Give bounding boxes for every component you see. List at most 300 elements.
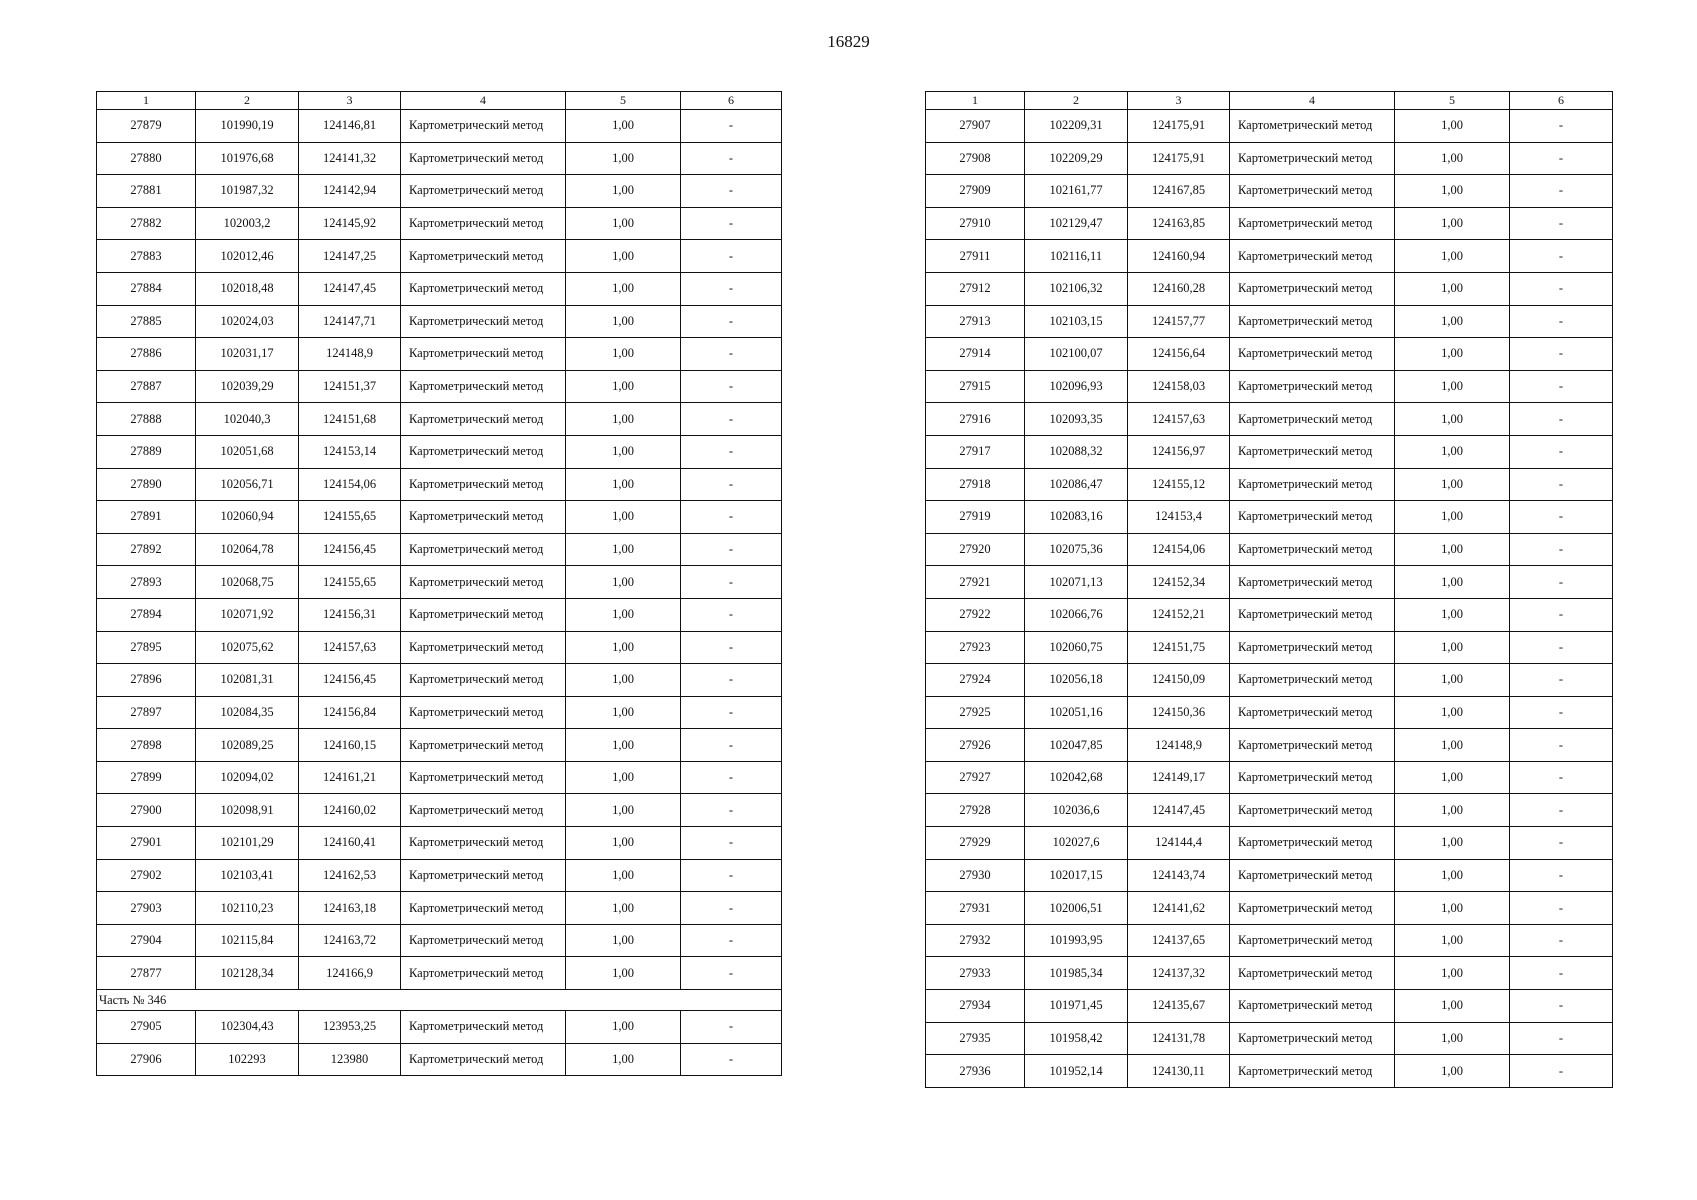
point-id-cell: 27903 bbox=[97, 892, 196, 925]
note-cell: - bbox=[681, 598, 782, 631]
table-row bbox=[97, 403, 782, 436]
note-cell: - bbox=[1510, 827, 1613, 860]
y-coordinate-cell: 124147,45 bbox=[1128, 794, 1230, 827]
accuracy-cell: 1,00 bbox=[566, 272, 681, 305]
table-row bbox=[97, 566, 782, 599]
x-coordinate-cell: 102094,02 bbox=[196, 761, 299, 794]
table-row bbox=[97, 272, 782, 305]
y-coordinate-cell: 124161,21 bbox=[299, 761, 401, 794]
note-cell: - bbox=[1510, 957, 1613, 990]
accuracy-cell: 1,00 bbox=[566, 729, 681, 762]
method-cell: Картометрический метод bbox=[401, 696, 566, 729]
note-cell: - bbox=[1510, 892, 1613, 925]
point-id-cell: 27919 bbox=[926, 501, 1025, 534]
y-coordinate-cell: 124160,15 bbox=[299, 729, 401, 762]
accuracy-cell: 1,00 bbox=[566, 794, 681, 827]
y-coordinate-cell: 123953,25 bbox=[299, 1011, 401, 1044]
accuracy-cell: 1,00 bbox=[1395, 631, 1510, 664]
accuracy-cell: 1,00 bbox=[1395, 435, 1510, 468]
point-id-cell: 27918 bbox=[926, 468, 1025, 501]
accuracy-cell: 1,00 bbox=[566, 859, 681, 892]
x-coordinate-cell: 102115,84 bbox=[196, 924, 299, 957]
method-cell: Картометрический метод bbox=[401, 272, 566, 305]
accuracy-cell: 1,00 bbox=[1395, 468, 1510, 501]
point-id-cell: 27879 bbox=[97, 110, 196, 143]
header-cell: 5 bbox=[1395, 92, 1510, 110]
method-cell: Картометрический метод bbox=[401, 370, 566, 403]
accuracy-cell: 1,00 bbox=[1395, 338, 1510, 371]
accuracy-cell: 1,00 bbox=[1395, 696, 1510, 729]
x-coordinate-cell: 102051,16 bbox=[1025, 696, 1128, 729]
x-coordinate-cell: 102075,36 bbox=[1025, 533, 1128, 566]
y-coordinate-cell: 124175,91 bbox=[1128, 110, 1230, 143]
point-id-cell: 27901 bbox=[97, 827, 196, 860]
method-cell: Картометрический метод bbox=[401, 761, 566, 794]
method-cell: Картометрический метод bbox=[1230, 305, 1395, 338]
point-id-cell: 27928 bbox=[926, 794, 1025, 827]
point-id-cell: 27891 bbox=[97, 501, 196, 534]
y-coordinate-cell: 124163,72 bbox=[299, 924, 401, 957]
note-cell: - bbox=[681, 696, 782, 729]
note-cell: - bbox=[1510, 110, 1613, 143]
header-cell: 4 bbox=[401, 92, 566, 110]
note-cell: - bbox=[681, 794, 782, 827]
accuracy-cell: 1,00 bbox=[566, 892, 681, 925]
point-id-cell: 27910 bbox=[926, 207, 1025, 240]
method-cell: Картометрический метод bbox=[401, 631, 566, 664]
note-cell: - bbox=[1510, 859, 1613, 892]
accuracy-cell: 1,00 bbox=[1395, 990, 1510, 1023]
point-id-cell: 27920 bbox=[926, 533, 1025, 566]
point-id-cell: 27927 bbox=[926, 761, 1025, 794]
method-cell: Картометрический метод bbox=[401, 142, 566, 175]
accuracy-cell: 1,00 bbox=[1395, 1022, 1510, 1055]
note-cell: - bbox=[1510, 435, 1613, 468]
x-coordinate-cell: 102083,16 bbox=[1025, 501, 1128, 534]
point-id-cell: 27912 bbox=[926, 272, 1025, 305]
table-row bbox=[97, 892, 782, 925]
method-cell: Картометрический метод bbox=[1230, 1022, 1395, 1055]
table-row bbox=[926, 696, 1613, 729]
page-number: 16829 bbox=[827, 32, 870, 51]
note-cell: - bbox=[681, 631, 782, 664]
x-coordinate-cell: 102071,13 bbox=[1025, 566, 1128, 599]
x-coordinate-cell: 102101,29 bbox=[196, 827, 299, 860]
accuracy-cell: 1,00 bbox=[1395, 305, 1510, 338]
x-coordinate-cell: 102116,11 bbox=[1025, 240, 1128, 273]
y-coordinate-cell: 124160,94 bbox=[1128, 240, 1230, 273]
point-id-cell: 27889 bbox=[97, 435, 196, 468]
accuracy-cell: 1,00 bbox=[1395, 957, 1510, 990]
accuracy-cell: 1,00 bbox=[1395, 142, 1510, 175]
note-cell: - bbox=[1510, 468, 1613, 501]
x-coordinate-cell: 102066,76 bbox=[1025, 598, 1128, 631]
header-cell: 6 bbox=[681, 92, 782, 110]
y-coordinate-cell: 124150,09 bbox=[1128, 664, 1230, 697]
section-label: Часть № 346 bbox=[97, 990, 782, 1011]
point-id-cell: 27923 bbox=[926, 631, 1025, 664]
y-coordinate-cell: 124154,06 bbox=[299, 468, 401, 501]
point-id-cell: 27932 bbox=[926, 924, 1025, 957]
x-coordinate-cell: 102093,35 bbox=[1025, 403, 1128, 436]
accuracy-cell: 1,00 bbox=[566, 403, 681, 436]
note-cell: - bbox=[1510, 1022, 1613, 1055]
x-coordinate-cell: 102084,35 bbox=[196, 696, 299, 729]
point-id-cell: 27909 bbox=[926, 175, 1025, 208]
method-cell: Картометрический метод bbox=[401, 729, 566, 762]
table-row bbox=[926, 794, 1613, 827]
y-coordinate-cell: 124156,84 bbox=[299, 696, 401, 729]
table-row bbox=[926, 110, 1613, 143]
y-coordinate-cell: 123980 bbox=[299, 1043, 401, 1076]
accuracy-cell: 1,00 bbox=[1395, 892, 1510, 925]
table-row bbox=[97, 370, 782, 403]
table-row bbox=[97, 338, 782, 371]
y-coordinate-cell: 124163,85 bbox=[1128, 207, 1230, 240]
y-coordinate-cell: 124155,12 bbox=[1128, 468, 1230, 501]
table-row bbox=[97, 859, 782, 892]
method-cell: Картометрический метод bbox=[1230, 761, 1395, 794]
accuracy-cell: 1,00 bbox=[566, 664, 681, 697]
note-cell: - bbox=[681, 338, 782, 371]
table-row bbox=[97, 1011, 782, 1044]
method-cell: Картометрический метод bbox=[401, 435, 566, 468]
accuracy-cell: 1,00 bbox=[566, 175, 681, 208]
accuracy-cell: 1,00 bbox=[1395, 566, 1510, 599]
y-coordinate-cell: 124156,31 bbox=[299, 598, 401, 631]
point-id-cell: 27921 bbox=[926, 566, 1025, 599]
x-coordinate-cell: 101990,19 bbox=[196, 110, 299, 143]
y-coordinate-cell: 124158,03 bbox=[1128, 370, 1230, 403]
point-id-cell: 27877 bbox=[97, 957, 196, 990]
method-cell: Картометрический метод bbox=[401, 827, 566, 860]
x-coordinate-cell: 102018,48 bbox=[196, 272, 299, 305]
accuracy-cell: 1,00 bbox=[1395, 207, 1510, 240]
method-cell: Картометрический метод bbox=[401, 892, 566, 925]
y-coordinate-cell: 124167,85 bbox=[1128, 175, 1230, 208]
table-row bbox=[97, 827, 782, 860]
note-cell: - bbox=[681, 761, 782, 794]
table-row bbox=[97, 175, 782, 208]
note-cell: - bbox=[681, 142, 782, 175]
point-id-cell: 27925 bbox=[926, 696, 1025, 729]
header-cell: 2 bbox=[1025, 92, 1128, 110]
method-cell: Картометрический метод bbox=[401, 240, 566, 273]
accuracy-cell: 1,00 bbox=[1395, 272, 1510, 305]
method-cell: Картометрический метод bbox=[1230, 207, 1395, 240]
y-coordinate-cell: 124146,81 bbox=[299, 110, 401, 143]
point-id-cell: 27936 bbox=[926, 1055, 1025, 1088]
note-cell: - bbox=[1510, 501, 1613, 534]
y-coordinate-cell: 124147,25 bbox=[299, 240, 401, 273]
y-coordinate-cell: 124147,71 bbox=[299, 305, 401, 338]
table-row bbox=[97, 1043, 782, 1076]
table-row bbox=[926, 272, 1613, 305]
table-row bbox=[97, 468, 782, 501]
coordinates-table-left bbox=[96, 91, 782, 1076]
point-id-cell: 27890 bbox=[97, 468, 196, 501]
method-cell: Картометрический метод bbox=[401, 110, 566, 143]
x-coordinate-cell: 102075,62 bbox=[196, 631, 299, 664]
method-cell: Картометрический метод bbox=[1230, 1055, 1395, 1088]
point-id-cell: 27883 bbox=[97, 240, 196, 273]
accuracy-cell: 1,00 bbox=[566, 370, 681, 403]
header-cell: 6 bbox=[1510, 92, 1613, 110]
y-coordinate-cell: 124160,28 bbox=[1128, 272, 1230, 305]
point-id-cell: 27888 bbox=[97, 403, 196, 436]
note-cell: - bbox=[1510, 175, 1613, 208]
x-coordinate-cell: 102304,43 bbox=[196, 1011, 299, 1044]
method-cell: Картометрический метод bbox=[1230, 631, 1395, 664]
point-id-cell: 27905 bbox=[97, 1011, 196, 1044]
table-row bbox=[97, 957, 782, 990]
x-coordinate-cell: 101993,95 bbox=[1025, 924, 1128, 957]
method-cell: Картометрический метод bbox=[1230, 110, 1395, 143]
section-row bbox=[97, 990, 782, 1011]
x-coordinate-cell: 102012,46 bbox=[196, 240, 299, 273]
x-coordinate-cell: 102129,47 bbox=[1025, 207, 1128, 240]
table-row bbox=[926, 435, 1613, 468]
x-coordinate-cell: 102161,77 bbox=[1025, 175, 1128, 208]
header-cell: 4 bbox=[1230, 92, 1395, 110]
method-cell: Картометрический метод bbox=[401, 175, 566, 208]
y-coordinate-cell: 124148,9 bbox=[1128, 729, 1230, 762]
y-coordinate-cell: 124142,94 bbox=[299, 175, 401, 208]
note-cell: - bbox=[1510, 990, 1613, 1023]
y-coordinate-cell: 124175,91 bbox=[1128, 142, 1230, 175]
note-cell: - bbox=[1510, 370, 1613, 403]
x-coordinate-cell: 102209,31 bbox=[1025, 110, 1128, 143]
method-cell: Картометрический метод bbox=[1230, 175, 1395, 208]
x-coordinate-cell: 102103,15 bbox=[1025, 305, 1128, 338]
x-coordinate-cell: 102042,68 bbox=[1025, 761, 1128, 794]
table-row bbox=[926, 566, 1613, 599]
y-coordinate-cell: 124156,45 bbox=[299, 533, 401, 566]
point-id-cell: 27934 bbox=[926, 990, 1025, 1023]
table-row bbox=[926, 729, 1613, 762]
note-cell: - bbox=[1510, 142, 1613, 175]
y-coordinate-cell: 124160,41 bbox=[299, 827, 401, 860]
table-row bbox=[926, 924, 1613, 957]
point-id-cell: 27880 bbox=[97, 142, 196, 175]
point-id-cell: 27895 bbox=[97, 631, 196, 664]
accuracy-cell: 1,00 bbox=[566, 827, 681, 860]
y-coordinate-cell: 124145,92 bbox=[299, 207, 401, 240]
accuracy-cell: 1,00 bbox=[1395, 924, 1510, 957]
point-id-cell: 27899 bbox=[97, 761, 196, 794]
table-header-row bbox=[926, 92, 1613, 110]
point-id-cell: 27914 bbox=[926, 338, 1025, 371]
x-coordinate-cell: 102096,93 bbox=[1025, 370, 1128, 403]
point-id-cell: 27893 bbox=[97, 566, 196, 599]
table-row bbox=[926, 468, 1613, 501]
accuracy-cell: 1,00 bbox=[566, 924, 681, 957]
y-coordinate-cell: 124155,65 bbox=[299, 501, 401, 534]
point-id-cell: 27931 bbox=[926, 892, 1025, 925]
method-cell: Картометрический метод bbox=[1230, 435, 1395, 468]
y-coordinate-cell: 124143,74 bbox=[1128, 859, 1230, 892]
method-cell: Картометрический метод bbox=[1230, 827, 1395, 860]
table-header-row bbox=[97, 92, 782, 110]
method-cell: Картометрический метод bbox=[1230, 892, 1395, 925]
accuracy-cell: 1,00 bbox=[1395, 598, 1510, 631]
accuracy-cell: 1,00 bbox=[1395, 501, 1510, 534]
note-cell: - bbox=[681, 664, 782, 697]
y-coordinate-cell: 124130,11 bbox=[1128, 1055, 1230, 1088]
method-cell: Картометрический метод bbox=[401, 664, 566, 697]
accuracy-cell: 1,00 bbox=[1395, 827, 1510, 860]
x-coordinate-cell: 102086,47 bbox=[1025, 468, 1128, 501]
accuracy-cell: 1,00 bbox=[566, 1011, 681, 1044]
table-row bbox=[926, 631, 1613, 664]
method-cell: Картометрический метод bbox=[1230, 240, 1395, 273]
method-cell: Картометрический метод bbox=[1230, 696, 1395, 729]
method-cell: Картометрический метод bbox=[1230, 403, 1395, 436]
method-cell: Картометрический метод bbox=[1230, 664, 1395, 697]
point-id-cell: 27900 bbox=[97, 794, 196, 827]
table-row bbox=[926, 338, 1613, 371]
table-row bbox=[926, 207, 1613, 240]
x-coordinate-cell: 102100,07 bbox=[1025, 338, 1128, 371]
table-row bbox=[926, 827, 1613, 860]
accuracy-cell: 1,00 bbox=[566, 566, 681, 599]
method-cell: Картометрический метод bbox=[1230, 533, 1395, 566]
accuracy-cell: 1,00 bbox=[566, 142, 681, 175]
table-row bbox=[97, 435, 782, 468]
point-id-cell: 27904 bbox=[97, 924, 196, 957]
method-cell: Картометрический метод bbox=[401, 957, 566, 990]
method-cell: Картометрический метод bbox=[1230, 142, 1395, 175]
note-cell: - bbox=[681, 305, 782, 338]
table-row bbox=[97, 305, 782, 338]
table-row bbox=[926, 305, 1613, 338]
point-id-cell: 27897 bbox=[97, 696, 196, 729]
x-coordinate-cell: 102098,91 bbox=[196, 794, 299, 827]
accuracy-cell: 1,00 bbox=[566, 468, 681, 501]
note-cell: - bbox=[681, 370, 782, 403]
x-coordinate-cell: 102110,23 bbox=[196, 892, 299, 925]
point-id-cell: 27924 bbox=[926, 664, 1025, 697]
method-cell: Картометрический метод bbox=[401, 566, 566, 599]
x-coordinate-cell: 101976,68 bbox=[196, 142, 299, 175]
point-id-cell: 27907 bbox=[926, 110, 1025, 143]
y-coordinate-cell: 124151,68 bbox=[299, 403, 401, 436]
accuracy-cell: 1,00 bbox=[1395, 1055, 1510, 1088]
y-coordinate-cell: 124152,34 bbox=[1128, 566, 1230, 599]
point-id-cell: 27911 bbox=[926, 240, 1025, 273]
x-coordinate-cell: 102036,6 bbox=[1025, 794, 1128, 827]
y-coordinate-cell: 124131,78 bbox=[1128, 1022, 1230, 1055]
y-coordinate-cell: 124151,75 bbox=[1128, 631, 1230, 664]
accuracy-cell: 1,00 bbox=[566, 207, 681, 240]
method-cell: Картометрический метод bbox=[401, 859, 566, 892]
note-cell: - bbox=[681, 566, 782, 599]
accuracy-cell: 1,00 bbox=[566, 957, 681, 990]
accuracy-cell: 1,00 bbox=[566, 533, 681, 566]
x-coordinate-cell: 102128,34 bbox=[196, 957, 299, 990]
method-cell: Картометрический метод bbox=[1230, 957, 1395, 990]
note-cell: - bbox=[681, 435, 782, 468]
accuracy-cell: 1,00 bbox=[566, 631, 681, 664]
x-coordinate-cell: 102068,75 bbox=[196, 566, 299, 599]
x-coordinate-cell: 102003,2 bbox=[196, 207, 299, 240]
x-coordinate-cell: 102081,31 bbox=[196, 664, 299, 697]
method-cell: Картометрический метод bbox=[401, 305, 566, 338]
x-coordinate-cell: 101987,32 bbox=[196, 175, 299, 208]
accuracy-cell: 1,00 bbox=[566, 696, 681, 729]
note-cell: - bbox=[681, 859, 782, 892]
table-row bbox=[97, 598, 782, 631]
method-cell: Картометрический метод bbox=[401, 501, 566, 534]
point-id-cell: 27892 bbox=[97, 533, 196, 566]
accuracy-cell: 1,00 bbox=[1395, 370, 1510, 403]
x-coordinate-cell: 102056,18 bbox=[1025, 664, 1128, 697]
y-coordinate-cell: 124157,77 bbox=[1128, 305, 1230, 338]
method-cell: Картометрический метод bbox=[1230, 794, 1395, 827]
table-row bbox=[97, 142, 782, 175]
y-coordinate-cell: 124156,97 bbox=[1128, 435, 1230, 468]
note-cell: - bbox=[1510, 761, 1613, 794]
note-cell: - bbox=[1510, 207, 1613, 240]
note-cell: - bbox=[681, 892, 782, 925]
y-coordinate-cell: 124157,63 bbox=[1128, 403, 1230, 436]
note-cell: - bbox=[681, 1011, 782, 1044]
accuracy-cell: 1,00 bbox=[1395, 240, 1510, 273]
table-row bbox=[926, 761, 1613, 794]
table-row bbox=[97, 207, 782, 240]
x-coordinate-cell: 101958,42 bbox=[1025, 1022, 1128, 1055]
table-row bbox=[97, 110, 782, 143]
y-coordinate-cell: 124155,65 bbox=[299, 566, 401, 599]
table-row bbox=[926, 175, 1613, 208]
accuracy-cell: 1,00 bbox=[566, 435, 681, 468]
note-cell: - bbox=[1510, 305, 1613, 338]
table-row bbox=[926, 664, 1613, 697]
method-cell: Картометрический метод bbox=[1230, 859, 1395, 892]
x-coordinate-cell: 102027,6 bbox=[1025, 827, 1128, 860]
point-id-cell: 27887 bbox=[97, 370, 196, 403]
x-coordinate-cell: 102051,68 bbox=[196, 435, 299, 468]
method-cell: Картометрический метод bbox=[1230, 729, 1395, 762]
note-cell: - bbox=[1510, 533, 1613, 566]
method-cell: Картометрический метод bbox=[1230, 924, 1395, 957]
x-coordinate-cell: 102064,78 bbox=[196, 533, 299, 566]
accuracy-cell: 1,00 bbox=[1395, 761, 1510, 794]
table-row bbox=[926, 1055, 1613, 1088]
y-coordinate-cell: 124149,17 bbox=[1128, 761, 1230, 794]
x-coordinate-cell: 102293 bbox=[196, 1043, 299, 1076]
header-cell: 2 bbox=[196, 92, 299, 110]
header-cell: 3 bbox=[299, 92, 401, 110]
note-cell: - bbox=[681, 175, 782, 208]
header-cell: 3 bbox=[1128, 92, 1230, 110]
point-id-cell: 27896 bbox=[97, 664, 196, 697]
table-row bbox=[97, 924, 782, 957]
note-cell: - bbox=[1510, 272, 1613, 305]
accuracy-cell: 1,00 bbox=[1395, 533, 1510, 566]
method-cell: Картометрический метод bbox=[401, 1043, 566, 1076]
note-cell: - bbox=[1510, 696, 1613, 729]
note-cell: - bbox=[681, 501, 782, 534]
table-row bbox=[926, 142, 1613, 175]
x-coordinate-cell: 102047,85 bbox=[1025, 729, 1128, 762]
y-coordinate-cell: 124147,45 bbox=[299, 272, 401, 305]
accuracy-cell: 1,00 bbox=[566, 110, 681, 143]
note-cell: - bbox=[681, 110, 782, 143]
point-id-cell: 27930 bbox=[926, 859, 1025, 892]
y-coordinate-cell: 124141,62 bbox=[1128, 892, 1230, 925]
y-coordinate-cell: 124166,9 bbox=[299, 957, 401, 990]
